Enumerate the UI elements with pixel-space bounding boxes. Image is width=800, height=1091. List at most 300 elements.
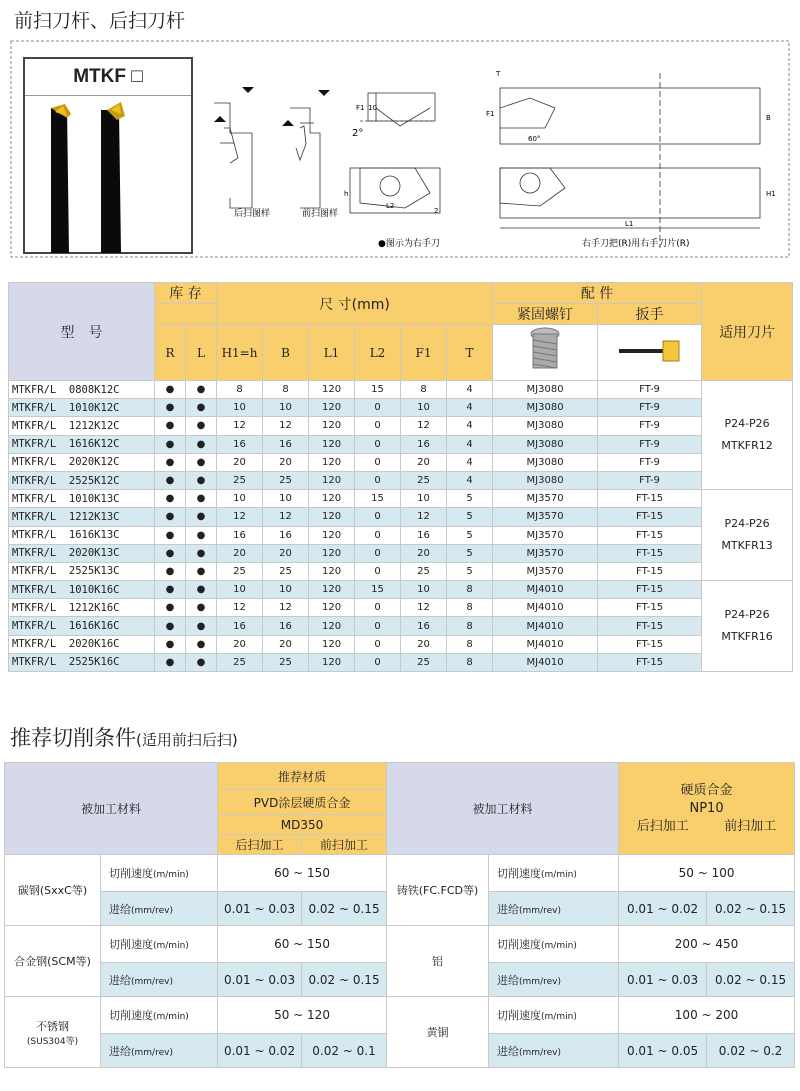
label-b: B	[766, 114, 771, 122]
insert-cell	[702, 381, 793, 490]
cell-screw: MJ3080	[493, 435, 598, 453]
cell-b: 12	[263, 417, 309, 435]
col-l: L	[186, 325, 217, 381]
cell-screw: MJ3080	[493, 381, 598, 399]
cell-wrench: FT-15	[598, 581, 702, 599]
right-feed-front: 0.02 ~ 0.15	[707, 963, 795, 997]
cell-f1: 20	[401, 635, 447, 653]
label-10: 10	[368, 104, 377, 112]
cell-l2: 0	[355, 508, 401, 526]
right-grade-code: NP10	[689, 800, 724, 816]
cell-l: ●	[186, 635, 217, 653]
speed-label: 切削速度(m/min)	[489, 926, 619, 963]
cell-l1: 120	[309, 599, 355, 617]
cell-f1: 10	[401, 399, 447, 417]
cell-l1: 120	[309, 526, 355, 544]
cell-b: 16	[263, 526, 309, 544]
cell-b: 20	[263, 544, 309, 562]
label-2: 2	[434, 207, 439, 215]
cell-t: 5	[447, 562, 493, 580]
cell-wrench: FT-15	[598, 508, 702, 526]
cell-model: MTKFR/L 1212K12C	[9, 417, 155, 435]
tool-photo-box	[23, 57, 193, 254]
cell-r: ●	[155, 508, 186, 526]
cell-h: 8	[217, 381, 263, 399]
cell-wrench: FT-15	[598, 526, 702, 544]
table-row	[9, 490, 793, 508]
feed-label: 进给(mm/rev)	[489, 1034, 619, 1068]
cell-l1: 120	[309, 435, 355, 453]
cell-model: MTKFR/L 1212K13C	[9, 508, 155, 526]
cell-b: 10	[263, 581, 309, 599]
cell-r: ●	[155, 599, 186, 617]
header-screw: 紧固螺钉	[493, 304, 598, 325]
cell-l: ●	[186, 526, 217, 544]
cell-l: ●	[186, 417, 217, 435]
cell-t: 4	[447, 399, 493, 417]
work-material-right: 被加工材料	[387, 763, 619, 855]
right-material: 黄铜	[387, 997, 489, 1068]
right-speed: 200 ~ 450	[619, 926, 795, 963]
header-stock: 库 存	[155, 283, 217, 304]
cell-screw: MJ3570	[493, 562, 598, 580]
cell-model: MTKFR/L 1616K13C	[9, 526, 155, 544]
table-row	[9, 508, 793, 526]
cell-l2: 15	[355, 490, 401, 508]
table-row	[9, 544, 793, 562]
right-grade-title: 硬质合金	[680, 782, 733, 798]
drawing-panel	[10, 40, 790, 258]
cell-t: 8	[447, 617, 493, 635]
cell-l: ●	[186, 581, 217, 599]
cell-l2: 0	[355, 399, 401, 417]
cell-b: 16	[263, 617, 309, 635]
cell-t: 4	[447, 381, 493, 399]
left-front: 前扫加工	[302, 835, 387, 855]
cell-b: 16	[263, 435, 309, 453]
insert-cell	[702, 581, 793, 672]
cell-f1: 10	[401, 490, 447, 508]
note-right-hand: ●图示为右手刀	[378, 239, 440, 248]
cell-h: 25	[217, 471, 263, 489]
cell-screw: MJ3080	[493, 471, 598, 489]
left-material-name: 碳钢(SxxC等)	[17, 884, 88, 897]
cell-wrench: FT-15	[598, 635, 702, 653]
left-back: 后扫加工	[218, 835, 302, 855]
cell-model: MTKFR/L 1616K16C	[9, 617, 155, 635]
cell-b: 12	[263, 599, 309, 617]
cell-h: 16	[217, 617, 263, 635]
feed-label: 进给(mm/rev)	[101, 892, 218, 926]
cell-l2: 0	[355, 599, 401, 617]
speed-label: 切削速度(m/min)	[489, 855, 619, 892]
cell-l: ●	[186, 653, 217, 671]
cell-model: MTKFR/L 2525K13C	[9, 562, 155, 580]
left-feed-front: 0.02 ~ 0.1	[302, 1034, 387, 1068]
cell-model: MTKFR/L 1616K12C	[9, 435, 155, 453]
cell-f1: 25	[401, 653, 447, 671]
table-row	[9, 399, 793, 417]
cell-t: 5	[447, 544, 493, 562]
work-material-left: 被加工材料	[5, 763, 218, 855]
header-parts: 配 件	[493, 283, 702, 304]
header-size: 尺 寸(mm)	[217, 283, 493, 325]
cell-b: 25	[263, 471, 309, 489]
label-f1-right: F1	[486, 110, 495, 118]
cell-l2: 0	[355, 435, 401, 453]
label-h1: H1	[766, 190, 776, 198]
cutting-table	[4, 762, 795, 1068]
cell-l1: 120	[309, 581, 355, 599]
cell-screw: MJ3080	[493, 399, 598, 417]
table-row	[9, 635, 793, 653]
label-h: h	[344, 190, 349, 198]
table-row	[9, 617, 793, 635]
cell-model: MTKFR/L 2525K16C	[9, 653, 155, 671]
cell-l: ●	[186, 508, 217, 526]
cell-r: ●	[155, 653, 186, 671]
table-row	[9, 435, 793, 453]
cell-l: ●	[186, 381, 217, 399]
speed-label: 切削速度(m/min)	[101, 926, 218, 963]
cell-l2: 15	[355, 581, 401, 599]
cell-r: ●	[155, 635, 186, 653]
cell-l: ●	[186, 435, 217, 453]
left-material	[5, 855, 101, 926]
col-r: R	[155, 325, 186, 381]
cell-t: 5	[447, 526, 493, 544]
table-row	[9, 653, 793, 671]
cell-wrench: FT-9	[598, 453, 702, 471]
cell-f1: 20	[401, 453, 447, 471]
cell-l1: 120	[309, 635, 355, 653]
wrench-icon	[615, 336, 685, 366]
cell-f1: 12	[401, 508, 447, 526]
table-row	[9, 417, 793, 435]
cell-r: ●	[155, 381, 186, 399]
left-feed-back: 0.01 ~ 0.03	[218, 892, 302, 926]
cell-l1: 120	[309, 417, 355, 435]
label-l1: L1	[625, 220, 634, 228]
cell-l1: 120	[309, 508, 355, 526]
cell-model: MTKFR/L 0808K12C	[9, 381, 155, 399]
cell-wrench: FT-15	[598, 653, 702, 671]
cell-h: 25	[217, 562, 263, 580]
cell-f1: 16	[401, 617, 447, 635]
cell-h: 12	[217, 599, 263, 617]
speed-label: 切削速度(m/min)	[101, 855, 218, 892]
spec-table	[8, 282, 793, 672]
table-row	[9, 381, 793, 399]
cutting-row-speed	[5, 926, 795, 963]
cell-l1: 120	[309, 490, 355, 508]
cell-t: 8	[447, 635, 493, 653]
cell-b: 10	[263, 490, 309, 508]
cell-l1: 120	[309, 562, 355, 580]
left-grade-title: 推荐材质	[218, 763, 387, 790]
feed-label: 进给(mm/rev)	[101, 963, 218, 997]
cell-l: ●	[186, 562, 217, 580]
right-front: 前扫加工	[724, 818, 777, 834]
left-feed-back: 0.01 ~ 0.02	[218, 1034, 302, 1068]
cell-h: 25	[217, 653, 263, 671]
cell-t: 5	[447, 490, 493, 508]
cell-b: 25	[263, 562, 309, 580]
right-feed-front: 0.02 ~ 0.2	[707, 1034, 795, 1068]
header-insert: 适用刀片	[702, 283, 793, 381]
cell-l1: 120	[309, 653, 355, 671]
cell-l2: 0	[355, 562, 401, 580]
caption-front: 前扫图样	[302, 209, 339, 219]
cell-l2: 0	[355, 453, 401, 471]
cell-screw: MJ3570	[493, 544, 598, 562]
cell-l1: 120	[309, 617, 355, 635]
label-angle2: 2°	[352, 128, 364, 139]
cell-l: ●	[186, 490, 217, 508]
cell-l2: 0	[355, 471, 401, 489]
cell-screw: MJ4010	[493, 581, 598, 599]
wrench-picture	[598, 325, 702, 381]
cell-model: MTKFR/L 2020K12C	[9, 453, 155, 471]
left-speed: 50 ~ 120	[218, 997, 387, 1034]
right-speed: 100 ~ 200	[619, 997, 795, 1034]
cell-l2: 0	[355, 526, 401, 544]
cell-model: MTKFR/L 2020K13C	[9, 544, 155, 562]
cell-h: 20	[217, 453, 263, 471]
cell-t: 4	[447, 435, 493, 453]
cutting-row-speed	[5, 997, 795, 1034]
page-title: 前扫刀杆、后扫刀杆	[14, 10, 186, 32]
cell-b: 10	[263, 399, 309, 417]
cell-r: ●	[155, 526, 186, 544]
cell-r: ●	[155, 581, 186, 599]
cell-r: ●	[155, 490, 186, 508]
header-wrench: 扳手	[598, 304, 702, 325]
right-feed-back: 0.01 ~ 0.03	[619, 963, 707, 997]
cell-wrench: FT-9	[598, 417, 702, 435]
cell-b: 12	[263, 508, 309, 526]
right-grade	[619, 763, 795, 855]
cell-f1: 12	[401, 599, 447, 617]
cell-t: 4	[447, 453, 493, 471]
cell-h: 10	[217, 581, 263, 599]
cell-wrench: FT-9	[598, 435, 702, 453]
tool-name: MTKF □	[25, 59, 191, 96]
cell-screw: MJ4010	[493, 635, 598, 653]
note-rh-holder: 右手刀把(R)用右手刀片(R)	[582, 239, 690, 248]
cell-model: MTKFR/L 1010K12C	[9, 399, 155, 417]
col-f1: F1	[401, 325, 447, 381]
cell-l1: 120	[309, 399, 355, 417]
left-feed-front: 0.02 ~ 0.15	[302, 892, 387, 926]
cell-f1: 12	[401, 417, 447, 435]
feed-label: 进给(mm/rev)	[489, 892, 619, 926]
cell-l2: 0	[355, 653, 401, 671]
cell-l: ●	[186, 599, 217, 617]
cell-r: ●	[155, 453, 186, 471]
cell-l1: 120	[309, 381, 355, 399]
cell-screw: MJ3570	[493, 490, 598, 508]
insert-pages: P24-P26	[724, 517, 770, 531]
cutting-subtitle: (适用前扫后扫)	[136, 731, 238, 749]
cell-wrench: FT-9	[598, 399, 702, 417]
cell-r: ●	[155, 399, 186, 417]
cell-wrench: FT-15	[598, 490, 702, 508]
insert-name: MTKFR12	[721, 439, 773, 453]
left-speed: 60 ~ 150	[218, 855, 387, 892]
cutting-title: 推荐切削条件(适用前扫后扫)	[10, 726, 238, 750]
speed-label: 切削速度(m/min)	[489, 997, 619, 1034]
left-speed: 60 ~ 150	[218, 926, 387, 963]
table-row	[9, 581, 793, 599]
screw-icon	[525, 326, 565, 376]
feed-label: 进给(mm/rev)	[489, 963, 619, 997]
cell-l: ●	[186, 471, 217, 489]
cell-f1: 10	[401, 581, 447, 599]
screw-picture	[493, 325, 598, 381]
cell-l: ●	[186, 453, 217, 471]
cell-screw: MJ3080	[493, 453, 598, 471]
label-f1-left: F1	[356, 104, 365, 112]
cell-b: 20	[263, 453, 309, 471]
label-angle60: 60°	[528, 135, 541, 143]
insert-name: MTKFR13	[721, 539, 773, 553]
tool-photo	[25, 96, 191, 253]
cell-l: ●	[186, 617, 217, 635]
cell-l: ●	[186, 544, 217, 562]
cell-t: 4	[447, 471, 493, 489]
cell-l2: 15	[355, 381, 401, 399]
cell-l1: 120	[309, 471, 355, 489]
table-row	[9, 599, 793, 617]
cell-f1: 20	[401, 544, 447, 562]
table-row	[9, 562, 793, 580]
insert-cell	[702, 490, 793, 581]
cell-f1: 25	[401, 562, 447, 580]
col-l2: L2	[355, 325, 401, 381]
cell-f1: 8	[401, 381, 447, 399]
cell-r: ●	[155, 417, 186, 435]
right-material: 铝	[387, 926, 489, 997]
cell-model: MTKFR/L 1212K16C	[9, 599, 155, 617]
cell-model: MTKFR/L 2020K16C	[9, 635, 155, 653]
cell-wrench: FT-9	[598, 381, 702, 399]
label-t: T	[496, 70, 501, 78]
cell-wrench: FT-15	[598, 599, 702, 617]
cell-wrench: FT-9	[598, 471, 702, 489]
cell-t: 5	[447, 508, 493, 526]
cell-r: ●	[155, 471, 186, 489]
left-grade-code: MD350	[218, 815, 387, 835]
cell-f1: 16	[401, 435, 447, 453]
col-h1: H1=h	[217, 325, 263, 381]
left-material	[5, 997, 101, 1068]
feed-label: 进给(mm/rev)	[101, 1034, 218, 1068]
cell-b: 25	[263, 653, 309, 671]
cell-h: 16	[217, 435, 263, 453]
stock-spacer	[155, 304, 217, 325]
cell-model: MTKFR/L 1010K16C	[9, 581, 155, 599]
cell-wrench: FT-15	[598, 562, 702, 580]
left-material	[5, 926, 101, 997]
cell-wrench: FT-15	[598, 544, 702, 562]
cell-screw: MJ4010	[493, 653, 598, 671]
cell-l1: 120	[309, 453, 355, 471]
cell-b: 8	[263, 381, 309, 399]
cell-b: 20	[263, 635, 309, 653]
cell-r: ●	[155, 435, 186, 453]
caption-back: 后扫图样	[234, 209, 271, 219]
cell-l: ●	[186, 399, 217, 417]
table-row	[9, 471, 793, 489]
col-t: T	[447, 325, 493, 381]
cell-t: 8	[447, 599, 493, 617]
cell-model: MTKFR/L 2525K12C	[9, 471, 155, 489]
left-grade-coating: PVD涂层硬质合金	[218, 790, 387, 815]
right-feed-front: 0.02 ~ 0.15	[707, 892, 795, 926]
cell-r: ●	[155, 562, 186, 580]
technical-drawing	[200, 48, 780, 248]
right-back: 后扫加工	[636, 818, 689, 834]
cell-wrench: FT-15	[598, 617, 702, 635]
cell-h: 10	[217, 399, 263, 417]
cutting-row-speed	[5, 855, 795, 892]
cell-screw: MJ3570	[493, 508, 598, 526]
right-feed-back: 0.01 ~ 0.02	[619, 892, 707, 926]
left-material-sub: (SUS304等)	[26, 1036, 79, 1047]
cell-r: ●	[155, 544, 186, 562]
left-feed-back: 0.01 ~ 0.03	[218, 963, 302, 997]
cell-l2: 0	[355, 617, 401, 635]
cell-screw: MJ3570	[493, 526, 598, 544]
right-speed: 50 ~ 100	[619, 855, 795, 892]
header-model: 型 号	[9, 283, 155, 381]
cell-t: 8	[447, 653, 493, 671]
cell-h: 12	[217, 417, 263, 435]
insert-name: MTKFR16	[721, 630, 773, 644]
right-material: 铸铁(FC.FCD等)	[387, 855, 489, 926]
col-b: B	[263, 325, 309, 381]
table-row	[9, 526, 793, 544]
cell-t: 4	[447, 417, 493, 435]
cell-h: 12	[217, 508, 263, 526]
speed-label: 切削速度(m/min)	[101, 997, 218, 1034]
left-feed-front: 0.02 ~ 0.15	[302, 963, 387, 997]
cell-h: 16	[217, 526, 263, 544]
cell-l2: 0	[355, 635, 401, 653]
cell-h: 20	[217, 635, 263, 653]
cell-l1: 120	[309, 544, 355, 562]
left-material-name: 不锈钢	[36, 1019, 69, 1033]
cell-t: 8	[447, 581, 493, 599]
insert-pages: P24-P26	[724, 417, 770, 431]
left-material-name: 合金钢(SCM等)	[14, 955, 91, 968]
cell-l2: 0	[355, 417, 401, 435]
cell-f1: 25	[401, 471, 447, 489]
cell-f1: 16	[401, 526, 447, 544]
insert-pages: P24-P26	[724, 608, 770, 622]
right-feed-back: 0.01 ~ 0.05	[619, 1034, 707, 1068]
cell-screw: MJ4010	[493, 617, 598, 635]
cell-screw: MJ4010	[493, 599, 598, 617]
cell-h: 10	[217, 490, 263, 508]
cell-screw: MJ3080	[493, 417, 598, 435]
cell-h: 20	[217, 544, 263, 562]
col-l1: L1	[309, 325, 355, 381]
table-row	[9, 453, 793, 471]
cell-l2: 0	[355, 544, 401, 562]
label-l2: L2	[386, 202, 395, 210]
